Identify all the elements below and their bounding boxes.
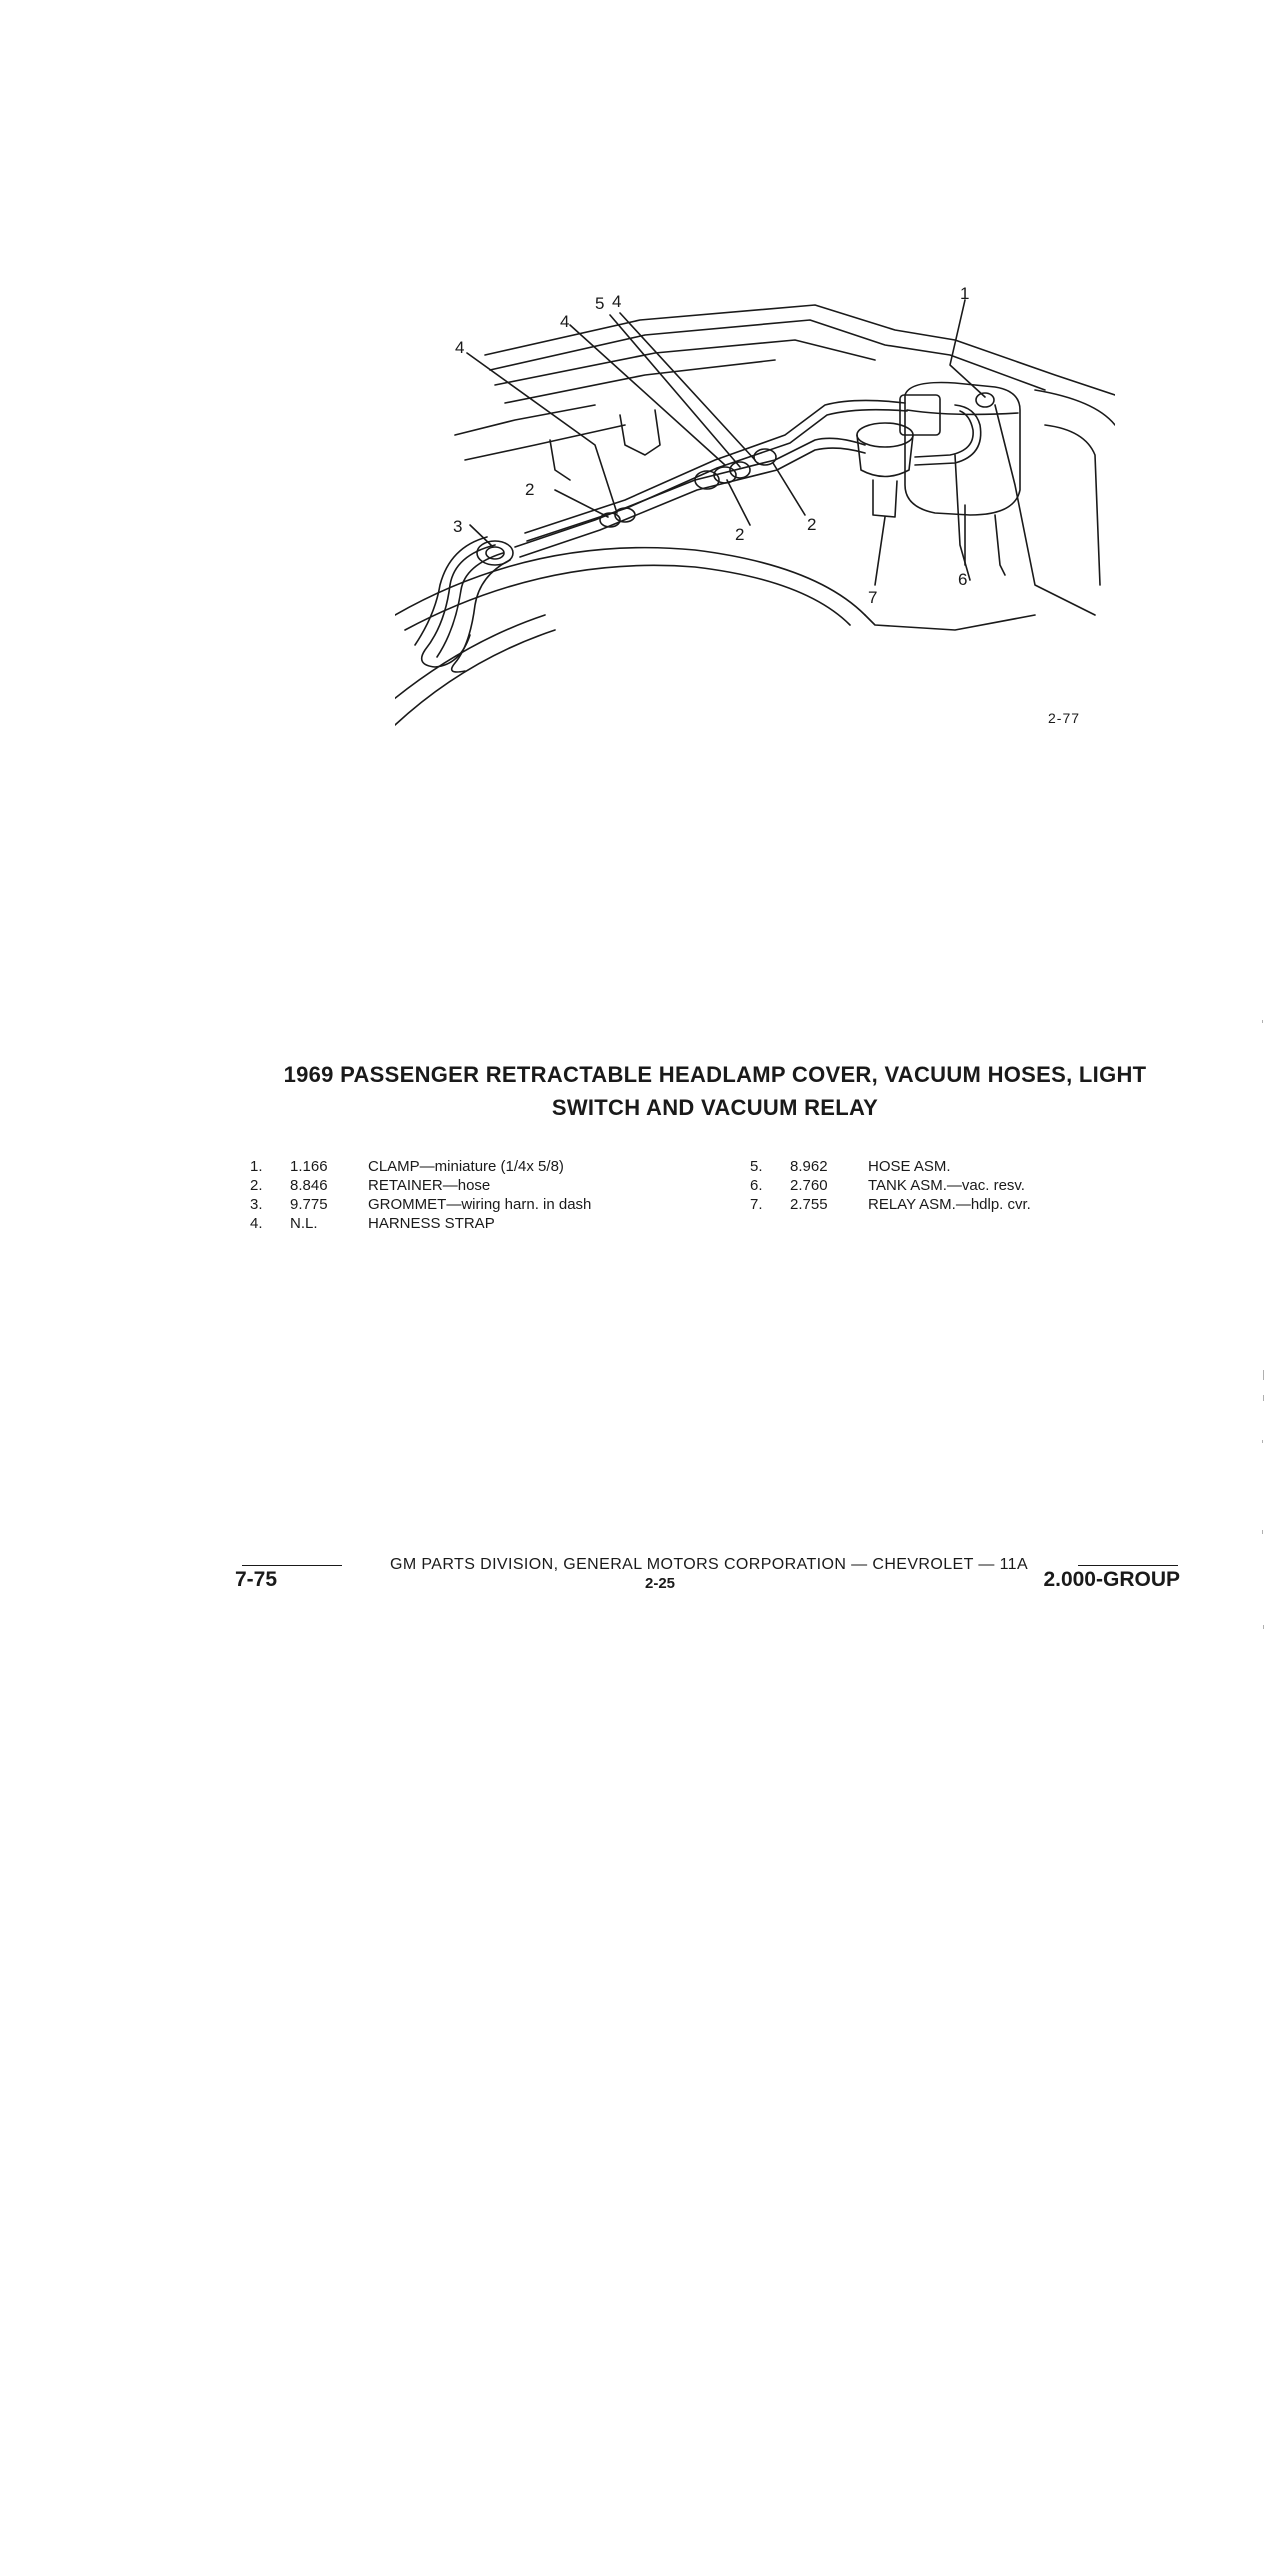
leader-line [875, 517, 885, 585]
footer-rule-right [1078, 1565, 1178, 1566]
part-description: TANK ASM.—vac. resv. [868, 1177, 1025, 1194]
fender-line [1045, 425, 1100, 585]
callout-2: 2 [525, 480, 535, 499]
part-code: 8.962 [790, 1158, 828, 1175]
part-code: 8.846 [290, 1177, 328, 1194]
part-number: 1. [250, 1158, 263, 1175]
part-description: RELAY ASM.—hdlp. cvr. [868, 1196, 1031, 1213]
hose-clamp [976, 393, 994, 407]
part-description: CLAMP—miniature (1/4x 5/8) [368, 1158, 564, 1175]
callout-1: 1 [960, 285, 970, 303]
wiring-harness [452, 560, 510, 672]
vacuum-hose [525, 400, 905, 533]
part-row [250, 1176, 591, 1195]
callout-2: 2 [807, 515, 817, 534]
callout-6: 6 [958, 570, 968, 589]
parts-list-left [250, 1157, 591, 1233]
part-row [250, 1195, 591, 1214]
title-line-1: 1969 PASSENGER RETRACTABLE HEADLAMP COVER, VACUUM HOSES, LIGHT [283, 1062, 1147, 1087]
vacuum-hose [915, 411, 973, 457]
footer-page-left: 7-75 [235, 1568, 278, 1591]
scan-speck [1262, 1020, 1263, 1023]
cowl-panel-line [505, 360, 775, 403]
part-number: 4. [250, 1215, 263, 1232]
scan-speck [1263, 1625, 1264, 1629]
exploded-view-illustration [395, 285, 1115, 735]
part-description: GROMMET—wiring harn. in dash [368, 1196, 592, 1213]
part-row [250, 1214, 591, 1233]
part-description: RETAINER—hose [368, 1177, 491, 1194]
part-number: 7. [750, 1196, 763, 1213]
vacuum-tank [905, 383, 1020, 516]
part-description: HOSE ASM. [868, 1158, 951, 1175]
footer-page-center: 2-25 [644, 1575, 676, 1592]
cowl-panel-line [490, 320, 1045, 390]
part-row [750, 1195, 1031, 1214]
footer-publisher: GM PARTS DIVISION, GENERAL MOTORS CORPORATION — CHEVROLET — 11A [390, 1556, 1029, 1573]
fender-line [955, 455, 970, 580]
cowl-panel-line [495, 340, 875, 385]
part-code: 2.760 [790, 1177, 828, 1194]
parts-list-right [750, 1157, 1031, 1214]
vacuum-relay [900, 395, 940, 435]
firewall-bracket [550, 440, 570, 480]
fender-arch [865, 615, 1035, 630]
part-number: 2. [250, 1177, 263, 1194]
part-code: 9.775 [290, 1196, 328, 1213]
scan-speck [1262, 1440, 1263, 1443]
callout-4: 4 [560, 312, 570, 331]
part-row [250, 1157, 591, 1176]
scan-speck [1263, 1395, 1264, 1401]
scan-speck [1262, 1530, 1263, 1534]
vacuum-hose [520, 448, 865, 557]
callout-7: 7 [868, 588, 878, 607]
leader-line [620, 313, 755, 460]
title-line-2: SWITCH AND VACUUM RELAY [551, 1095, 879, 1120]
leader-line [470, 525, 493, 547]
callout-2: 2 [735, 525, 745, 544]
part-row [750, 1157, 1031, 1176]
part-code: N.L. [290, 1215, 318, 1232]
leader-line [727, 480, 750, 525]
callout-4: 4 [455, 338, 465, 357]
callout-4: 4 [612, 292, 622, 311]
leader-line [610, 315, 740, 467]
fender-arch [395, 630, 555, 725]
leader-line [773, 463, 805, 515]
part-code: 1.166 [290, 1158, 328, 1175]
part-number: 5. [750, 1158, 763, 1175]
part-row [750, 1176, 1031, 1195]
vacuum-tank [995, 515, 1005, 575]
leader-line [467, 353, 617, 513]
fender-line [1035, 390, 1115, 425]
callout-3: 3 [453, 517, 463, 536]
footer-rule-left [242, 1565, 342, 1566]
part-code: 2.755 [790, 1196, 828, 1213]
firewall-bracket [620, 410, 660, 455]
vacuum-relay [873, 480, 897, 517]
part-number: 6. [750, 1177, 763, 1194]
page-title [240, 1058, 1190, 1124]
callout-5: 5 [595, 294, 605, 313]
part-number: 3. [250, 1196, 263, 1213]
figure-code: 2-77 [1048, 710, 1081, 726]
part-description: HARNESS STRAP [368, 1215, 495, 1232]
leader-line [555, 490, 608, 517]
cowl-panel-line [465, 425, 625, 460]
footer-group: 2.000-GROUP [1043, 1568, 1180, 1591]
scan-speck [1263, 1370, 1264, 1380]
